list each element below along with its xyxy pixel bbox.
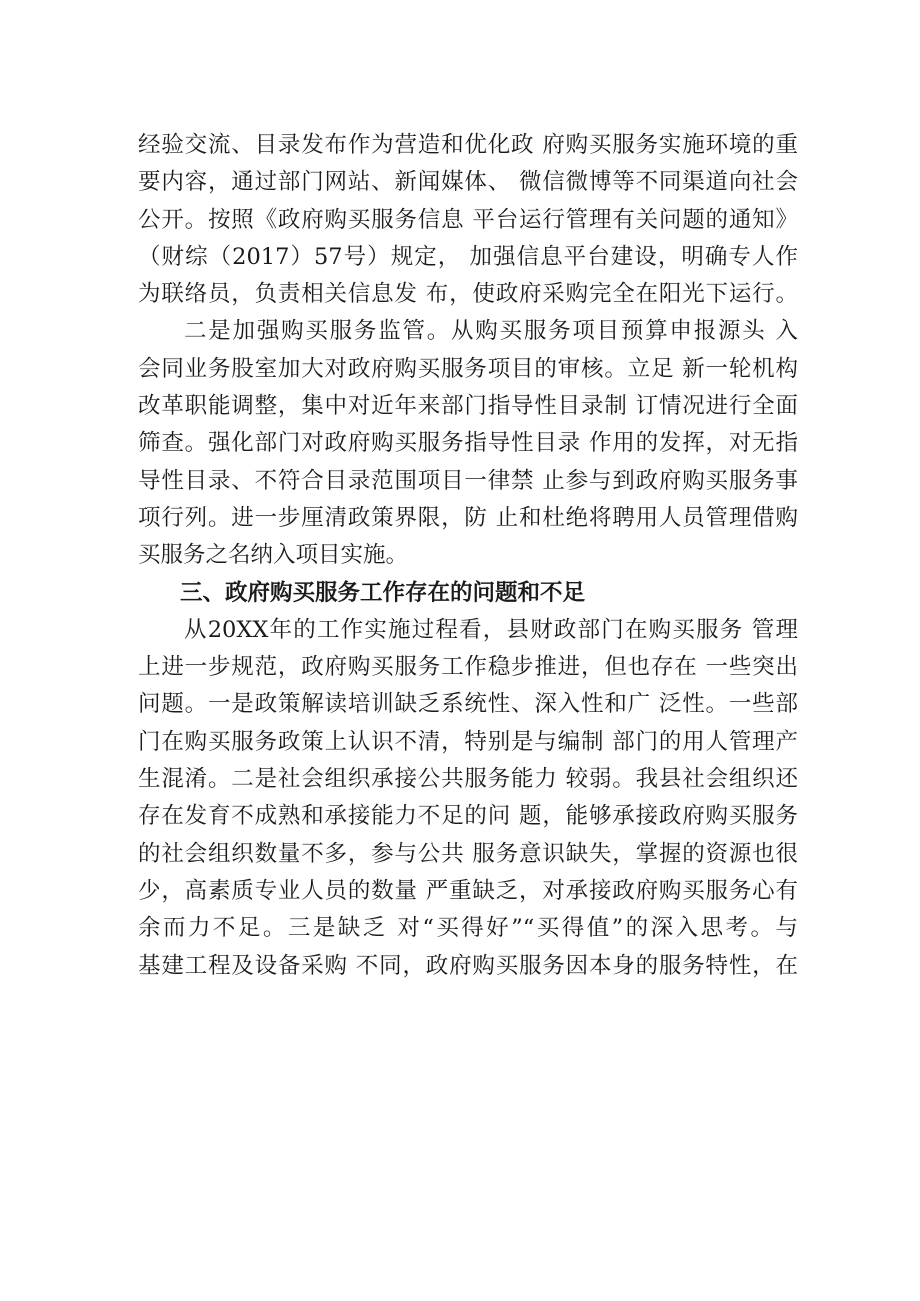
text-line: 要内容，通过部门网站、新闻媒体、 微信微博等不同渠道向社会 — [138, 169, 798, 196]
text-line: 余而力不足。三是缺乏 对“买得好”“买得值”的深入思考。与 — [138, 915, 798, 942]
text-line: 导性目录、不符合目录范围项目一律禁 止参与到政府购买服务事 — [138, 467, 798, 494]
text-line: 问题。一是政策解读培训缺乏系统性、深入性和广 泛性。一些部 — [138, 691, 798, 718]
section-heading: 三、政府购买服务工作存在的问题和不足 — [180, 579, 586, 606]
text-line: 少，高素质专业人员的数量 严重缺乏，对承接政府购买服务心有 — [138, 877, 798, 904]
text-line: 基建工程及设备采购 不同，政府购买服务因本身的服务特性，在 — [138, 952, 798, 979]
document-body — [138, 127, 798, 985]
text-line: 为联络员，负责相关信息发 布，使政府采购完全在阳光下运行。 — [138, 281, 798, 308]
text-line: （财综（2017）57号）规定， 加强信息平台建设，明确专人作 — [138, 243, 798, 270]
paragraph-start-line: 从20XX年的工作实施过程看，县财政部门在购买服务 管理 — [184, 616, 798, 643]
text-line: 买服务之名纳入项目实施。 — [138, 542, 409, 569]
text-line: 存在发育不成熟和承接能力不足的问 题，能够承接政府购买服务 — [138, 803, 798, 830]
text-line: 公开。按照《政府购买服务信息 平台运行管理有关问题的通知》 — [138, 206, 798, 233]
text-line: 的社会组织数量不多，参与公共 服务意识缺失，掌握的资源也很 — [138, 840, 798, 867]
text-line: 改革职能调整，集中对近年来部门指导性目录制 订情况进行全面 — [138, 393, 798, 420]
text-line: 会同业务股室加大对政府购买服务项目的审核。立足 新一轮机构 — [138, 355, 798, 382]
text-line: 经验交流、目录发布作为营造和优化政 府购买服务实施环境的重 — [138, 132, 798, 158]
text-line: 上进一步规范，政府购买服务工作稳步推进，但也存在 一些突出 — [138, 654, 798, 681]
text-line: 门在购买服务政策上认识不清，特别是与编制 部门的用人管理产 — [138, 728, 798, 755]
text-line: 生混淆。二是社会组织承接公共服务能力 较弱。我县社会组织还 — [138, 766, 798, 793]
text-line: 项行列。进一步厘清政策界限，防 止和杜绝将聘用人员管理借购 — [138, 504, 798, 531]
paragraph-start-line: 二是加强购买服务监管。从购买服务项目预算申报源头 入 — [184, 318, 798, 345]
text-line: 筛查。强化部门对政府购买服务指导性目录 作用的发挥，对无指 — [138, 430, 798, 457]
